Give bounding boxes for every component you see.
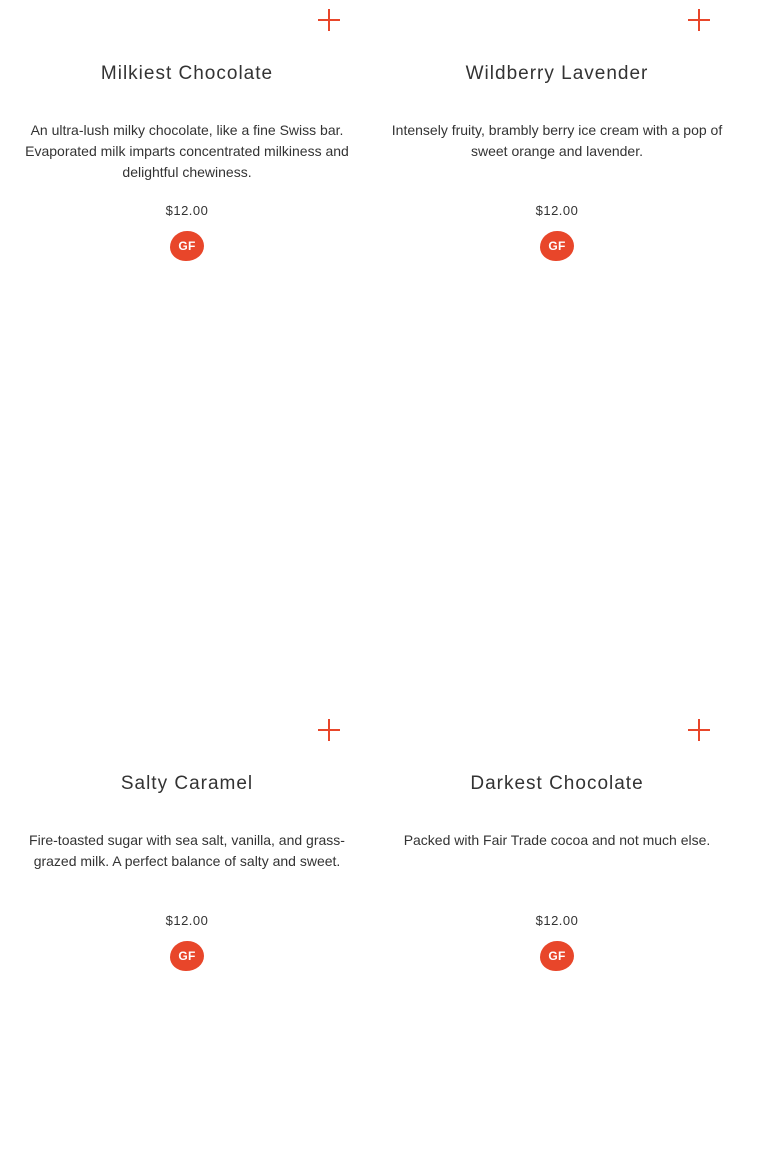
product-description: An ultra-lush milky chocolate, like a fine Swiss bar. Evaporated milk imparts concentrated milkiness and delightful chewiness. (25, 122, 349, 180)
gluten-free-badge: GF (170, 941, 204, 971)
product-name[interactable]: Wildberry Lavender (465, 63, 649, 84)
product-description: Intensely fruity, brambly berry ice cream with a pop of sweet orange and lavender. (391, 122, 723, 159)
add-to-cart-plus-icon[interactable] (318, 719, 340, 741)
add-to-cart-plus-icon[interactable] (688, 9, 710, 31)
product-name[interactable]: Salty Caramel (120, 773, 254, 794)
product-card-salty-caramel[interactable] (2, 710, 372, 1010)
product-name[interactable]: Milkiest Chocolate (100, 63, 274, 84)
gluten-free-badge: GF (540, 941, 574, 971)
product-price: $12.00 (165, 913, 209, 928)
product-name[interactable]: Darkest Chocolate (470, 773, 644, 794)
product-card-darkest-chocolate[interactable] (372, 710, 742, 1010)
product-card-milkiest-chocolate[interactable] (2, 0, 372, 300)
product-card-wildberry-lavender[interactable] (372, 0, 742, 300)
gluten-free-badge: GF (540, 231, 574, 261)
product-description: Fire-toasted sugar with sea salt, vanilla, and grass-grazed milk. A perfect balance of salty and sweet. (29, 832, 345, 869)
product-price: $12.00 (535, 913, 579, 928)
product-price: $12.00 (535, 203, 579, 218)
gluten-free-badge: GF (170, 231, 204, 261)
add-to-cart-plus-icon[interactable] (318, 9, 340, 31)
product-price: $12.00 (165, 203, 209, 218)
add-to-cart-plus-icon[interactable] (688, 719, 710, 741)
product-description: Packed with Fair Trade cocoa and not much else. (403, 832, 711, 848)
